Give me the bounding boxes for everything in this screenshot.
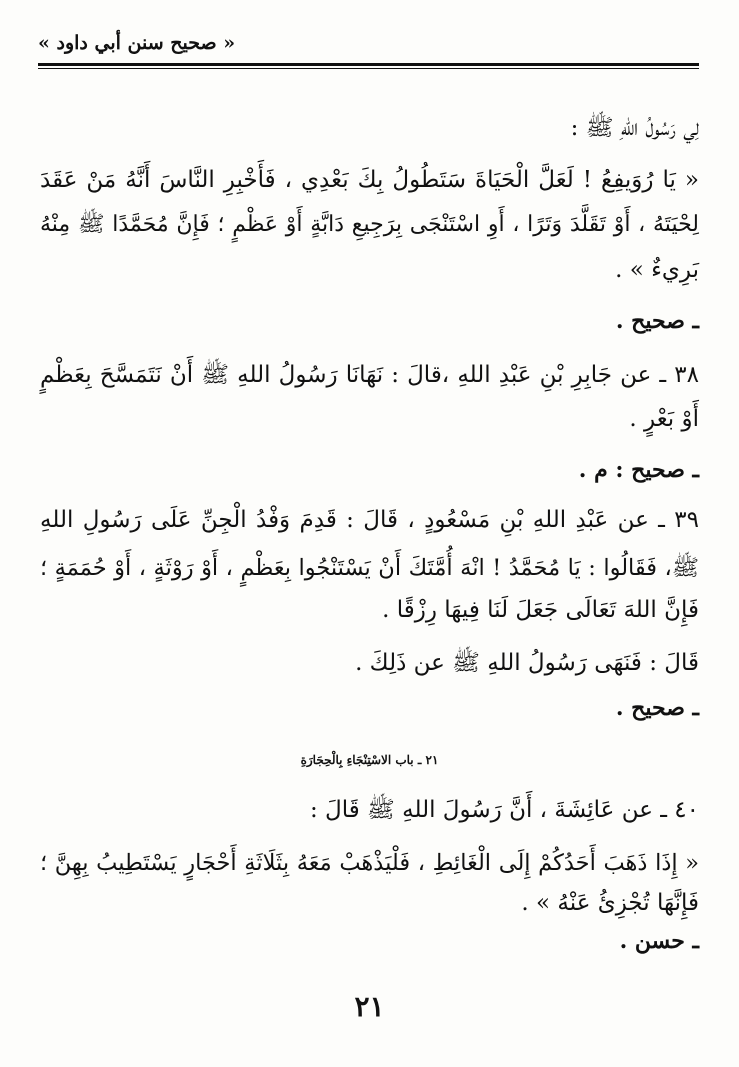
page-number: ٢١ <box>354 990 385 1023</box>
text-line: فَإِنَّهَا تُجْزِئُ عَنْهُ » . <box>521 890 699 916</box>
text-line: لِحْيَتَهُ ، أَوْ تَقَلَّدَ وَتَرًا ، أَوِ اسْتَنْجَى بِرَجِيعِ دَابَّةٍ أَوْ عَظْمٍ ؛ فَإِنَّ مُحَمَّدًا ﷺ مِنْهُ <box>40 212 699 237</box>
text-line: أَوْ بَعْرٍ . <box>629 406 699 432</box>
grade-line: ـ حسن . <box>619 928 699 954</box>
header-rule-thick <box>38 63 699 66</box>
hadith-38: ٣٨ ـ عن جَابِرِ بْنِ عَبْدِ اللهِ ،قالَ : نَهَانَا رَسُولُ اللهِ ﷺ أَنْ نَتَمَسَّحَ بِعَظْمٍ <box>40 362 699 388</box>
grade-line: ـ صحيح . <box>615 695 699 721</box>
hadith-40: ٤٠ ـ عن عَائِشَةَ ، أَنَّ رَسُولَ اللهِ ﷺ قَالَ : <box>309 797 699 823</box>
running-header-title: « صحيح سنن أبي داود » <box>38 32 236 54</box>
header-rule-thin <box>38 68 699 69</box>
hadith-39: ٣٩ ـ عن عَبْدِ اللهِ بْنِ مَسْعُودٍ ، قَالَ : قَدِمَ وَفْدُ الْجِنِّ عَلَى رَسُولِ اللهِ <box>40 507 699 533</box>
chapter-heading: ٢١ ـ باب الاسْتِنْجَاءِ بِالْحِجَارَةِ <box>300 753 439 767</box>
text-line: لِي رَسُولُ اللهِ ﷺ : <box>570 115 699 141</box>
text-line: ﷺ، فَقَالُوا : يَا مُحَمَّدُ ! انْهَ أُمَّتَكَ أَنْ يَسْتَنْجُوا بِعَظْمٍ ، أَوْ رَوْثَةٍ ، أَوْ حُمَمَةٍ ؛ <box>40 555 699 581</box>
grade-line: ـ صحيح . <box>615 308 699 334</box>
text-line: « يَا رُوَيفِعُ ! لَعَلَّ الْحَيَاةَ سَتَطُولُ بِكَ بَعْدِي ، فَأَخْبِرِ النَّاسَ أَنَّهُ مَنْ عَقَدَ <box>40 167 699 193</box>
text-line: « إِذَا ذَهَبَ أَحَدُكُمْ إِلَى الْغَائِطِ ، فَلْيَذْهَبْ مَعَهُ بِثَلَاثَةِ أَحْجَارٍ يَسْتَطِيبُ بِهِنَّ ؛ <box>40 850 699 876</box>
text-line: فَإِنَّ اللهَ تَعَالَى جَعَلَ لَنَا فِيهَا رِزْقًا . <box>382 597 699 623</box>
grade-line: ـ صحيح : م . <box>578 457 699 483</box>
text-line: قَالَ : فَنَهَى رَسُولُ اللهِ ﷺ عن ذَلِكَ . <box>355 650 699 676</box>
text-line: بَرِيءٌ » . <box>615 257 699 283</box>
